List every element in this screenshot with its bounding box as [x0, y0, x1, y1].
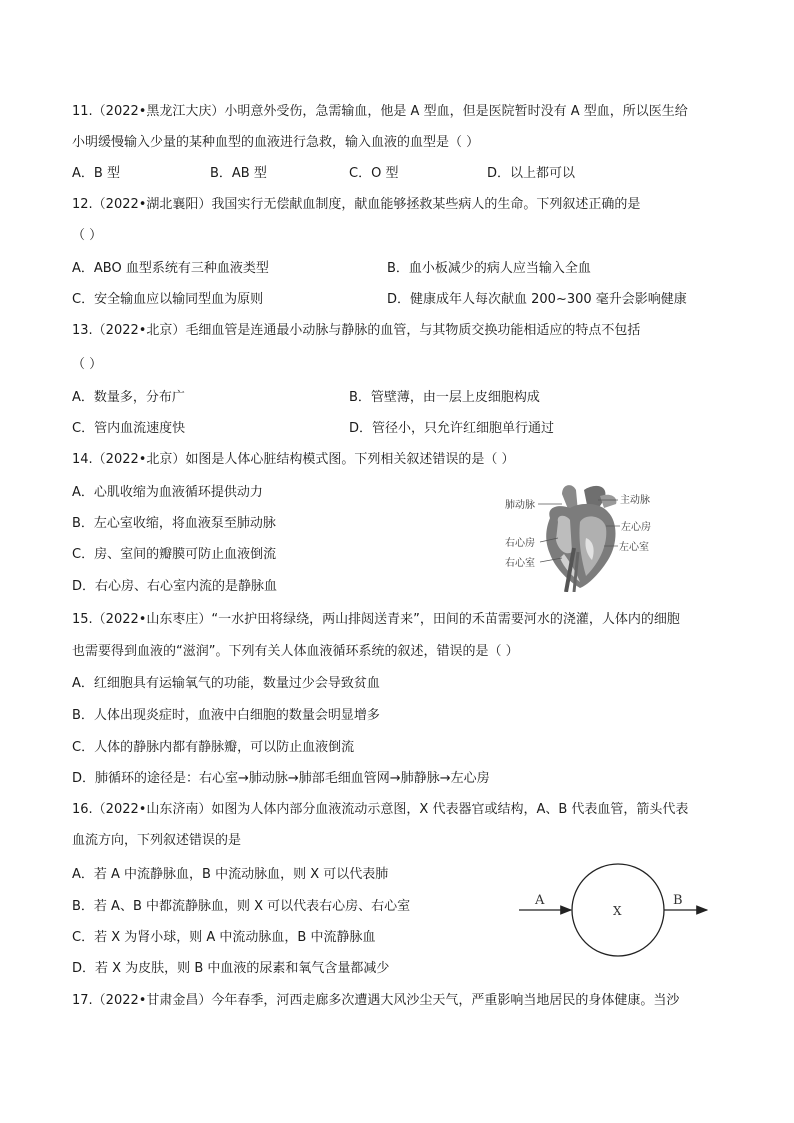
- label-vessel-a: A: [535, 893, 545, 908]
- label-pulmonary-artery: 肺动脉: [505, 500, 535, 511]
- label-left-atrium: 左心房: [621, 522, 651, 533]
- q13-option-a: A．数量多，分布广: [72, 390, 185, 405]
- q11-stem-line1: 11.（2022•黑龙江大庆）小明意外受伤，急需输血，他是 A 型血，但是医院暂时没有 A 型血，所以医生给: [72, 104, 688, 119]
- blood-flow-diagram: [515, 858, 715, 962]
- q16-stem-line1: 16.（2022•山东济南）如图为人体内部分血液流动示意图，X 代表器官或结构，A、B 代表血管，箭头代表: [72, 802, 689, 817]
- label-right-ventricle: 右心室: [505, 558, 535, 569]
- q12-option-d: D．健康成年人每次献血 200~300 毫升会影响健康: [387, 292, 687, 307]
- q15-option-b: B．人体出现炎症时，血液中白细胞的数量会明显增多: [72, 708, 380, 723]
- q12-option-a: A．ABO 血型系统有三种血液类型: [72, 261, 269, 276]
- q12-option-b: B．血小板减少的病人应当输入全血: [387, 261, 591, 276]
- label-organ-x: X: [613, 904, 622, 918]
- q16-option-a: A．若 A 中流静脉血，B 中流动脉血，则 X 可以代表肺: [72, 867, 389, 882]
- label-right-atrium: 右心房: [505, 538, 535, 549]
- q12-stem-line1: 12.（2022•湖北襄阳）我国实行无偿献血制度，献血能够拯救某些病人的生命。下列叙述正确的是: [72, 197, 641, 212]
- q16-option-b: B．若 A、B 中都流静脉血，则 X 可以代表右心房、右心室: [72, 899, 411, 914]
- q15-option-a: A．红细胞具有运输氧气的功能，数量过少会导致贫血: [72, 676, 380, 691]
- q14-stem-line1: 14.（2022•北京）如图是人体心脏结构模式图。下列相关叙述错误的是（ ）: [72, 452, 515, 467]
- q11-option-a: A．B 型: [72, 166, 120, 181]
- q13-option-b: B．管壁薄，由一层上皮细胞构成: [349, 390, 540, 405]
- q12-option-c: C．安全输血应以输同型血为原则: [72, 292, 264, 307]
- q15-option-c: C．人体的静脉内都有静脉瓣，可以防止血液倒流: [72, 740, 355, 755]
- q13-stem-line2: （ ）: [72, 357, 103, 372]
- heart-structure-diagram: [500, 482, 670, 592]
- q13-stem-line1: 13.（2022•北京）毛细血管是连通最小动脉与静脉的血管，与其物质交换功能相适应的特点不包括: [72, 323, 641, 338]
- label-vessel-b: B: [673, 893, 683, 908]
- q12-stem-line2: （ ）: [72, 228, 103, 243]
- q14-option-b: B．左心室收缩，将血液泵至肺动脉: [72, 516, 276, 531]
- q13-option-d: D．管径小，只允许红细胞单行通过: [349, 421, 555, 436]
- label-left-ventricle: 左心室: [619, 542, 649, 553]
- q13-option-c: C．管内血流速度快: [72, 421, 186, 436]
- q16-stem-line2: 血流方向，下列叙述错误的是: [72, 833, 242, 848]
- q15-stem-line2: 也需要得到血液的“滋润”。下列有关人体血液循环系统的叙述，错误的是（ ）: [72, 644, 519, 659]
- q16-option-c: C．若 X 为肾小球，则 A 中流动脉血，B 中流静脉血: [72, 930, 376, 945]
- q11-option-b: B．AB 型: [210, 166, 267, 181]
- label-aorta: 主动脉: [620, 495, 650, 506]
- q15-stem-line1: 15.（2022•山东枣庄）“一水护田将绿绕，两山排闼送青来”，田间的禾苗需要河水的浇灌，人体内的细胞: [72, 612, 680, 627]
- q14-option-d: D．右心房、右心室内流的是静脉血: [72, 579, 278, 594]
- q11-stem-line2: 小明缓慢输入少量的某种血型的血液进行急救，输入血液的血型是（ ）: [72, 135, 480, 150]
- q11-option-d: D．以上都可以: [487, 166, 576, 181]
- q14-option-c: C．房、室间的瓣膜可防止血液倒流: [72, 547, 277, 562]
- q14-option-a: A．心肌收缩为血液循环提供动力: [72, 485, 263, 500]
- q17-stem-line1: 17.（2022•甘肃金昌）今年春季，河西走廊多次遭遇大风沙尘天气，严重影响当地居民的身体健康。当沙: [72, 993, 680, 1008]
- q15-option-d: D．肺循环的途径是：右心室→肺动脉→肺部毛细血管网→肺静脉→左心房: [72, 771, 490, 786]
- q11-option-c: C．O 型: [349, 166, 399, 181]
- q16-option-d: D．若 X 为皮肤，则 B 中血液的尿素和氧气含量都减少: [72, 961, 390, 976]
